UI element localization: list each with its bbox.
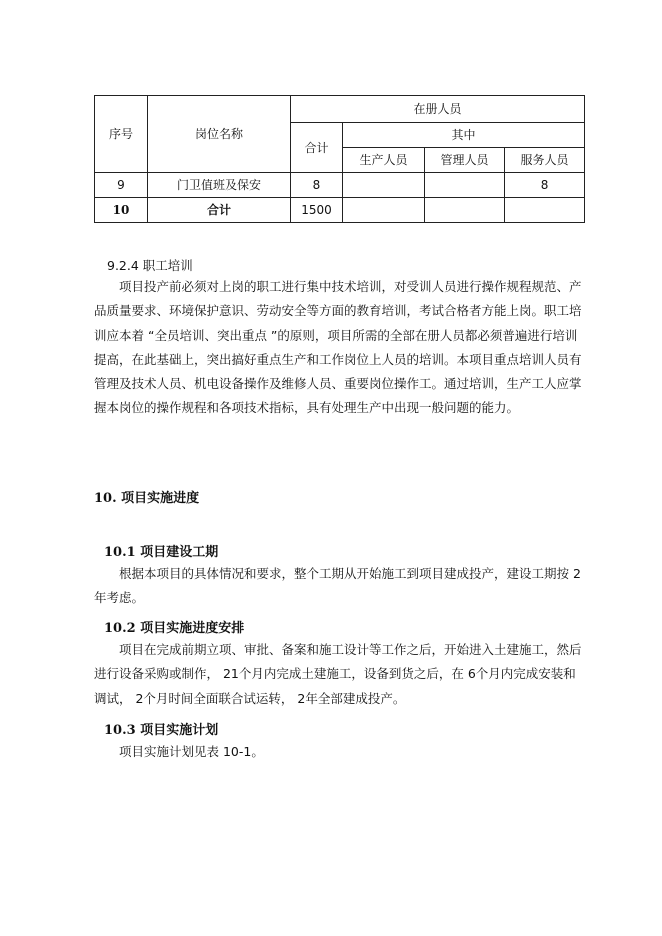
table-row-total [95,198,585,223]
cell-service: 8 [505,173,585,198]
cell-production [343,198,425,223]
header-seq: 序号 [95,96,148,173]
cell-management [425,173,505,198]
section-10-title: 10. 项目实施进度 [94,491,200,506]
table-row [95,173,585,198]
header-registered-staff: 在册人员 [291,96,585,123]
cell-management [425,198,505,223]
cell-total: 8 [291,173,343,198]
cell-total: 1500 [291,198,343,223]
training-heading: 9.2.4 职工培训 [107,258,193,273]
staffing-table [94,95,585,223]
cell-service [505,198,585,223]
cell-post-name: 合计 [148,198,291,223]
section-10-3-title: 10.3 项目实施计划 [104,723,219,738]
section-10-2-body: 项目在完成前期立项、审批、备案和施工设计等工作之后，开始进入土建施工，然后进行设备采购或制作， 21个月内完成土建施工，设备到货之后，在 6个月内完成安装和调试， 2个月时间全面联合试运转， 2年全部建成投产。 [94,642,582,706]
header-production-staff: 生产人员 [343,148,425,173]
header-management-staff: 管理人员 [425,148,505,173]
section-10-3-body: 项目实施计划见表 10-1。 [119,744,264,759]
section-10-3-paragraph [94,740,584,764]
section-10-2-title: 10.2 项目实施进度安排 [104,621,245,636]
header-total: 合计 [291,123,343,173]
cell-seq: 10 [95,198,148,223]
cell-seq: 9 [95,173,148,198]
training-paragraph [94,275,584,421]
section-10-1-title: 10.1 项目建设工期 [104,545,219,560]
header-post-name: 岗位名称 [148,96,291,173]
section-10-1-paragraph [94,562,584,611]
header-of-which: 其中 [343,123,585,148]
section-10-1-body: 根据本项目的具体情况和要求，整个工期从开始施工到项目建成投产，建设工期按 2年考虑。 [94,566,581,606]
section-10-2-paragraph [94,638,584,711]
cell-production [343,173,425,198]
header-service-staff: 服务人员 [505,148,585,173]
cell-post-name: 门卫值班及保安 [148,173,291,198]
training-body: 项目投产前必须对上岗的职工进行集中技术培训，对受训人员进行操作规程规范、产品质量要求、环境保护意识、劳动安全等方面的教育培训，考试合格者方能上岗。职工培训应本着 “全员培训、突出重点 ”的原则，项目所需的全部在册人员都必须普遍进行培训提高，在此基础上，突出搞好重点生产和工作岗位上人员的培训。本项目重点培训人员有管理及技术人员、机电设备操作及维修人员、重要岗位操作工。通过培训，生产工人应掌握本岗位的操作规程和各项技术指标，具有处理生产中出现一般问题的能力。 [94,279,582,416]
